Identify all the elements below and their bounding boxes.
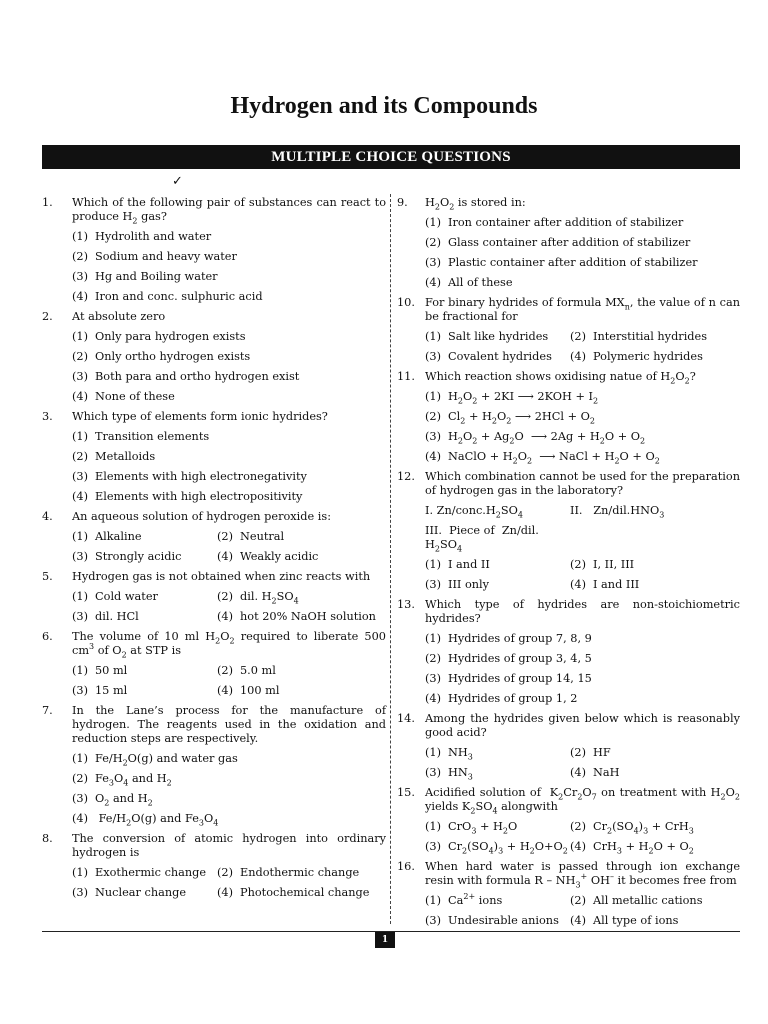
option-number: (4)	[570, 350, 587, 363]
option-number: (4)	[217, 550, 234, 563]
option-text: Hydrides of group 7, 8, 9	[448, 632, 592, 645]
option-text: $Fe_3O_4$ and $H_2$	[95, 772, 172, 788]
answer-option[interactable]	[425, 766, 570, 780]
answer-option[interactable]	[72, 610, 217, 624]
option-number: (4)	[425, 276, 442, 289]
question	[42, 196, 386, 224]
option-text: Undesirable anions	[448, 914, 559, 927]
option-number: (1)	[72, 752, 89, 765]
options-list	[425, 216, 740, 290]
question-number: 2.	[42, 310, 53, 323]
option-text: All type of ions	[593, 914, 679, 927]
answer-option[interactable]	[425, 692, 740, 706]
option-text: III only	[448, 578, 490, 591]
option-number: (2)	[425, 236, 442, 249]
question-number: 8.	[42, 832, 53, 845]
option-number: (2)	[570, 330, 587, 343]
question-number: 4.	[42, 510, 53, 523]
option-number: (3)	[72, 270, 89, 283]
answer-option[interactable]	[570, 330, 740, 344]
question-number: 1.	[42, 196, 53, 209]
options-list	[425, 820, 740, 854]
answer-option[interactable]	[425, 450, 740, 464]
option-text: 5.0 ml	[240, 664, 276, 677]
question	[397, 712, 740, 740]
option-number: (4)	[570, 766, 587, 779]
option-number: (1)	[72, 664, 89, 677]
option-number: (2)	[570, 746, 587, 759]
option-text: NaH	[593, 766, 620, 779]
question	[397, 470, 740, 498]
answer-option[interactable]	[72, 270, 386, 284]
option-number: (1)	[425, 390, 442, 403]
page-title: Hydrogen and its Compounds	[230, 93, 538, 119]
option-number: (4)	[217, 886, 234, 899]
option-number: (4)	[217, 684, 234, 697]
question-number: 5.	[42, 570, 53, 583]
answer-option[interactable]	[570, 578, 740, 592]
answer-option[interactable]	[72, 230, 386, 244]
answer-option[interactable]	[425, 578, 570, 592]
option-text: Alkaline	[95, 530, 142, 543]
option-number: (3)	[72, 886, 89, 899]
option-text: Nuclear change	[95, 886, 187, 899]
option-text: Hydrides of group 3, 4, 5	[448, 652, 592, 665]
option-number: (1)	[425, 820, 442, 833]
option-number: (4)	[570, 840, 587, 853]
answer-option[interactable]	[425, 390, 740, 404]
question-text: For binary hydrides of formula $MX_n$, the value of n can be fractional for	[425, 296, 740, 323]
statement-text: III. Piece of Zn/dil. $H_2SO_4$	[425, 524, 539, 554]
options-list	[72, 590, 386, 624]
statement-line	[425, 524, 740, 552]
option-number: (3)	[72, 610, 89, 623]
options-list	[425, 894, 740, 928]
option-text: hot 20% NaOH solution	[240, 610, 376, 623]
option-number: (4)	[72, 490, 89, 503]
answer-option[interactable]	[425, 894, 570, 908]
answer-option[interactable]	[425, 256, 740, 270]
question-number: 16.	[397, 860, 415, 873]
option-text: Salt like hydrides	[448, 330, 549, 343]
option-text: $Cr_2(SO_4)_3 + CrH_3$	[593, 820, 694, 836]
answer-option[interactable]	[72, 752, 386, 766]
question-number: 6.	[42, 630, 53, 643]
answer-option[interactable]	[425, 558, 570, 572]
question-text: Acidified solution of $K_2Cr_2O_7$ on treatment with $H_2O_2$ yields $K_2SO_4$ alongwith	[425, 786, 740, 816]
question-text: Which type of hydrides are non-stoichiometric hydrides?	[425, 598, 740, 625]
option-number: (2)	[217, 530, 234, 543]
option-number: (1)	[425, 216, 442, 229]
answer-option[interactable]	[217, 610, 386, 624]
question-number: 13.	[397, 598, 415, 611]
option-number: (4)	[570, 578, 587, 591]
option-text: Only para hydrogen exists	[95, 330, 246, 343]
option-text: $Fe/H_2O(g)$ and water gas	[95, 752, 238, 768]
answer-option[interactable]	[72, 550, 217, 564]
answer-option[interactable]	[72, 792, 386, 806]
question	[397, 860, 740, 888]
option-text: $Cl_2 + H_2O_2$ ⟶ $2HCl + O_2$	[448, 410, 595, 426]
question-text: $H_2O_2$ is stored in:	[425, 196, 526, 212]
option-number: (1)	[72, 530, 89, 543]
question-number: 3.	[42, 410, 53, 423]
question	[397, 370, 740, 384]
options-list	[72, 230, 386, 304]
option-text: Hg and Boiling water	[95, 270, 218, 283]
option-text: Sodium and heavy water	[95, 250, 237, 263]
answer-option[interactable]	[217, 664, 386, 678]
answer-option[interactable]	[72, 450, 386, 464]
options-list	[425, 558, 740, 592]
answer-option[interactable]	[72, 664, 217, 678]
answer-option[interactable]	[570, 746, 740, 760]
option-text: All metallic cations	[593, 894, 703, 907]
option-text: All of these	[448, 276, 513, 289]
left-column	[42, 196, 386, 906]
option-text: Iron container after addition of stabilizer	[448, 216, 684, 229]
option-number: (3)	[72, 470, 89, 483]
option-text: Transition elements	[95, 430, 210, 443]
statement-text: I. $Zn/conc.H_2SO_4$	[425, 504, 523, 520]
option-text: $H_2O_2 + 2KI$ ⟶ $2KOH + I_2$	[448, 390, 599, 406]
answer-option[interactable]	[425, 276, 740, 290]
question	[42, 630, 386, 658]
question-text: In the Lane’s process for the manufacture of hydrogen. The reagents used in the oxidation and reduction steps are respectively.	[72, 704, 386, 745]
option-text: Metalloids	[95, 450, 156, 463]
option-text: $Cr_2(SO_4)_3 + H_2O+O_2$	[448, 840, 568, 856]
option-text: $Ca^{2+}$ ions	[448, 892, 503, 907]
question	[397, 196, 740, 210]
right-column	[397, 196, 740, 934]
question-text: Which type of elements form ionic hydrides?	[72, 410, 328, 423]
option-number: (1)	[72, 430, 89, 443]
option-number: (2)	[425, 652, 442, 665]
question	[42, 510, 386, 524]
options-list	[72, 430, 386, 504]
option-text: I, II, III	[593, 558, 635, 571]
answer-option[interactable]	[425, 236, 740, 250]
question-text: An aqueous solution of hydrogen peroxide is:	[72, 510, 332, 523]
answer-option[interactable]	[570, 766, 740, 780]
option-text: Interstitial hydrides	[593, 330, 708, 343]
option-text: dil. HCl	[95, 610, 139, 623]
option-number: (4)	[425, 450, 442, 463]
option-number: (4)	[425, 692, 442, 705]
option-number: (1)	[425, 558, 442, 571]
answer-option[interactable]	[570, 894, 740, 908]
options-list	[72, 866, 386, 900]
option-text: Plastic container after addition of stabilizer	[448, 256, 698, 269]
option-number: (3)	[72, 792, 89, 805]
option-text: Elements with high electronegativity	[95, 470, 307, 483]
answer-option[interactable]	[425, 410, 740, 424]
option-number: (3)	[425, 578, 442, 591]
option-number: (3)	[72, 550, 89, 563]
option-number: (1)	[425, 894, 442, 907]
answer-option[interactable]	[72, 390, 386, 404]
options-list	[425, 390, 740, 464]
option-number: (4)	[72, 290, 89, 303]
page-number: 1	[375, 932, 395, 948]
option-text: Neutral	[240, 530, 285, 543]
question	[397, 786, 740, 814]
question	[42, 410, 386, 424]
answer-option[interactable]	[72, 470, 386, 484]
answer-option[interactable]	[425, 330, 570, 344]
question	[397, 598, 740, 626]
option-text: $NH_3$	[448, 746, 473, 762]
answer-option[interactable]	[72, 370, 386, 384]
option-number: (2)	[217, 664, 234, 677]
answer-option[interactable]	[72, 290, 386, 304]
answer-option[interactable]	[570, 820, 740, 834]
option-text: Elements with high electropositivity	[95, 490, 303, 503]
question-text: When hard water is passed through ion exchange resin with formula R – $NH_3^+$ OH– it becomes free from	[425, 860, 740, 890]
answer-option[interactable]	[570, 840, 740, 854]
answer-option[interactable]	[72, 430, 386, 444]
option-number: (1)	[72, 330, 89, 343]
option-text: $Fe/H_2O(g)$ and $Fe_3O_4$	[95, 812, 219, 828]
option-text: Hydrides of group 14, 15	[448, 672, 592, 685]
option-text: $CrH_3 + H_2O + O_2$	[593, 840, 694, 856]
answer-option[interactable]	[72, 350, 386, 364]
option-number: (4)	[72, 812, 89, 825]
options-list	[72, 530, 386, 564]
option-number: (3)	[72, 370, 89, 383]
option-number: (1)	[72, 590, 89, 603]
option-number: (3)	[425, 672, 442, 685]
option-number: (2)	[72, 250, 89, 263]
option-text: 100 ml	[240, 684, 280, 697]
answer-option[interactable]	[217, 550, 386, 564]
answer-option[interactable]	[217, 684, 386, 698]
option-text: Only ortho hydrogen exists	[95, 350, 251, 363]
option-number: (1)	[72, 230, 89, 243]
option-number: (4)	[217, 610, 234, 623]
option-text: dil. $H_2SO_4$	[240, 590, 299, 606]
answer-option[interactable]	[425, 746, 570, 760]
option-text: Hydrides of group 1, 2	[448, 692, 578, 705]
answer-option[interactable]	[217, 530, 386, 544]
options-list	[72, 330, 386, 404]
option-number: (1)	[425, 330, 442, 343]
option-text: Endothermic change	[240, 866, 360, 879]
question-number: 10.	[397, 296, 415, 309]
option-number: (4)	[72, 390, 89, 403]
option-text: $CrO_3 + H_2O$	[448, 820, 518, 836]
option-number: (3)	[425, 430, 442, 443]
section-banner: MULTIPLE CHOICE QUESTIONS	[42, 145, 740, 169]
option-number: (2)	[72, 772, 89, 785]
statement-text: II. $Zn/dil.HNO_3$	[570, 504, 665, 520]
option-number: (2)	[570, 558, 587, 571]
answer-option[interactable]	[217, 590, 386, 604]
answer-option[interactable]	[570, 350, 740, 364]
option-text: Photochemical change	[240, 886, 370, 899]
option-number: (2)	[217, 590, 234, 603]
option-text: 50 ml	[95, 664, 128, 677]
answer-option[interactable]	[425, 914, 570, 928]
option-number: (1)	[425, 632, 442, 645]
answer-option[interactable]	[425, 430, 740, 444]
option-text: Exothermic change	[95, 866, 207, 879]
option-text: I and III	[593, 578, 640, 591]
options-list	[425, 330, 740, 364]
answer-option[interactable]	[217, 866, 386, 880]
option-number: (4)	[570, 914, 587, 927]
option-number: (2)	[425, 410, 442, 423]
question-text: The conversion of atomic hydrogen into ordinary hydrogen is	[72, 832, 386, 859]
answer-option[interactable]	[570, 558, 740, 572]
question-number: 7.	[42, 704, 53, 717]
answer-option[interactable]	[217, 886, 386, 900]
answer-option[interactable]	[72, 866, 217, 880]
statement-line	[425, 504, 740, 518]
answer-option[interactable]	[72, 490, 386, 504]
question	[42, 832, 386, 860]
answer-option[interactable]	[72, 590, 217, 604]
question-text: Which combination cannot be used for the preparation of hydrogen gas in the laboratory?	[425, 470, 740, 497]
question-text: Hydrogen gas is not obtained when zinc reacts with	[72, 570, 371, 583]
option-text: NaClO + $H_2O_2$ ⟶ NaCl + $H_2O + O_2$	[448, 450, 660, 466]
option-number: (2)	[72, 450, 89, 463]
option-number: (2)	[217, 866, 234, 879]
question	[42, 704, 386, 746]
option-text: Polymeric hydrides	[593, 350, 703, 363]
option-number: (2)	[570, 820, 587, 833]
options-list	[72, 664, 386, 698]
option-text: Cold water	[95, 590, 158, 603]
option-text: $HN_3$	[448, 766, 473, 782]
question-number: 15.	[397, 786, 415, 799]
question-text: Which reaction shows oxidising natue of $H_2O_2$?	[425, 370, 696, 386]
question-number: 11.	[397, 370, 415, 383]
option-text: 15 ml	[95, 684, 128, 697]
options-list	[425, 632, 740, 706]
answer-option[interactable]	[72, 772, 386, 786]
answer-option[interactable]	[425, 820, 570, 834]
answer-option[interactable]	[72, 684, 217, 698]
question	[42, 310, 386, 324]
option-text: None of these	[95, 390, 175, 403]
option-text: Strongly acidic	[95, 550, 182, 563]
option-number: (2)	[570, 894, 587, 907]
option-number: (2)	[72, 350, 89, 363]
question-text: Among the hydrides given below which is reasonably good acid?	[425, 712, 740, 739]
option-text: Covalent hydrides	[448, 350, 552, 363]
answer-option[interactable]	[425, 672, 740, 686]
option-text: Iron and conc. sulphuric acid	[95, 290, 263, 303]
answer-option[interactable]	[425, 840, 570, 854]
answer-option[interactable]	[72, 886, 217, 900]
answer-option[interactable]	[72, 330, 386, 344]
option-text: HF	[593, 746, 611, 759]
check-mark-icon: ✓	[172, 174, 183, 189]
question-number: 12.	[397, 470, 415, 483]
options-list	[425, 746, 740, 780]
answer-option[interactable]	[72, 530, 217, 544]
option-text: $O_2$ and $H_2$	[95, 792, 153, 808]
option-number: (3)	[425, 256, 442, 269]
question-number: 9.	[397, 196, 408, 209]
answer-option[interactable]	[425, 652, 740, 666]
option-number: (3)	[72, 684, 89, 697]
column-divider	[390, 194, 391, 924]
question	[42, 570, 386, 584]
option-number: (1)	[72, 866, 89, 879]
option-number: (3)	[425, 350, 442, 363]
question	[397, 296, 740, 324]
question-text: Which of the following pair of substances can react to produce $H_2$ gas?	[72, 196, 386, 226]
option-text: Weakly acidic	[240, 550, 319, 563]
option-text: Hydrolith and water	[95, 230, 212, 243]
answer-option[interactable]	[425, 632, 740, 646]
option-number: (1)	[425, 746, 442, 759]
question-text: At absolute zero	[72, 310, 166, 323]
options-list	[72, 752, 386, 826]
option-number: (3)	[425, 914, 442, 927]
option-text: $H_2O_2 + Ag_2O$ ⟶ $2Ag + H_2O + O_2$	[448, 430, 646, 446]
option-text: Both para and ortho hydrogen exist	[95, 370, 300, 383]
option-text: I and II	[448, 558, 490, 571]
question-text: The volume of 10 ml $H_2O_2$ required to liberate 500 $cm^3$ of $O_2$ at STP is	[72, 630, 386, 660]
answer-option[interactable]	[72, 812, 386, 826]
option-number: (3)	[425, 766, 442, 779]
option-number: (3)	[425, 840, 442, 853]
answer-option[interactable]	[425, 216, 740, 230]
option-text: Glass container after addition of stabilizer	[448, 236, 691, 249]
answer-option[interactable]	[72, 250, 386, 264]
question-number: 14.	[397, 712, 415, 725]
answer-option[interactable]	[570, 914, 740, 928]
answer-option[interactable]	[425, 350, 570, 364]
